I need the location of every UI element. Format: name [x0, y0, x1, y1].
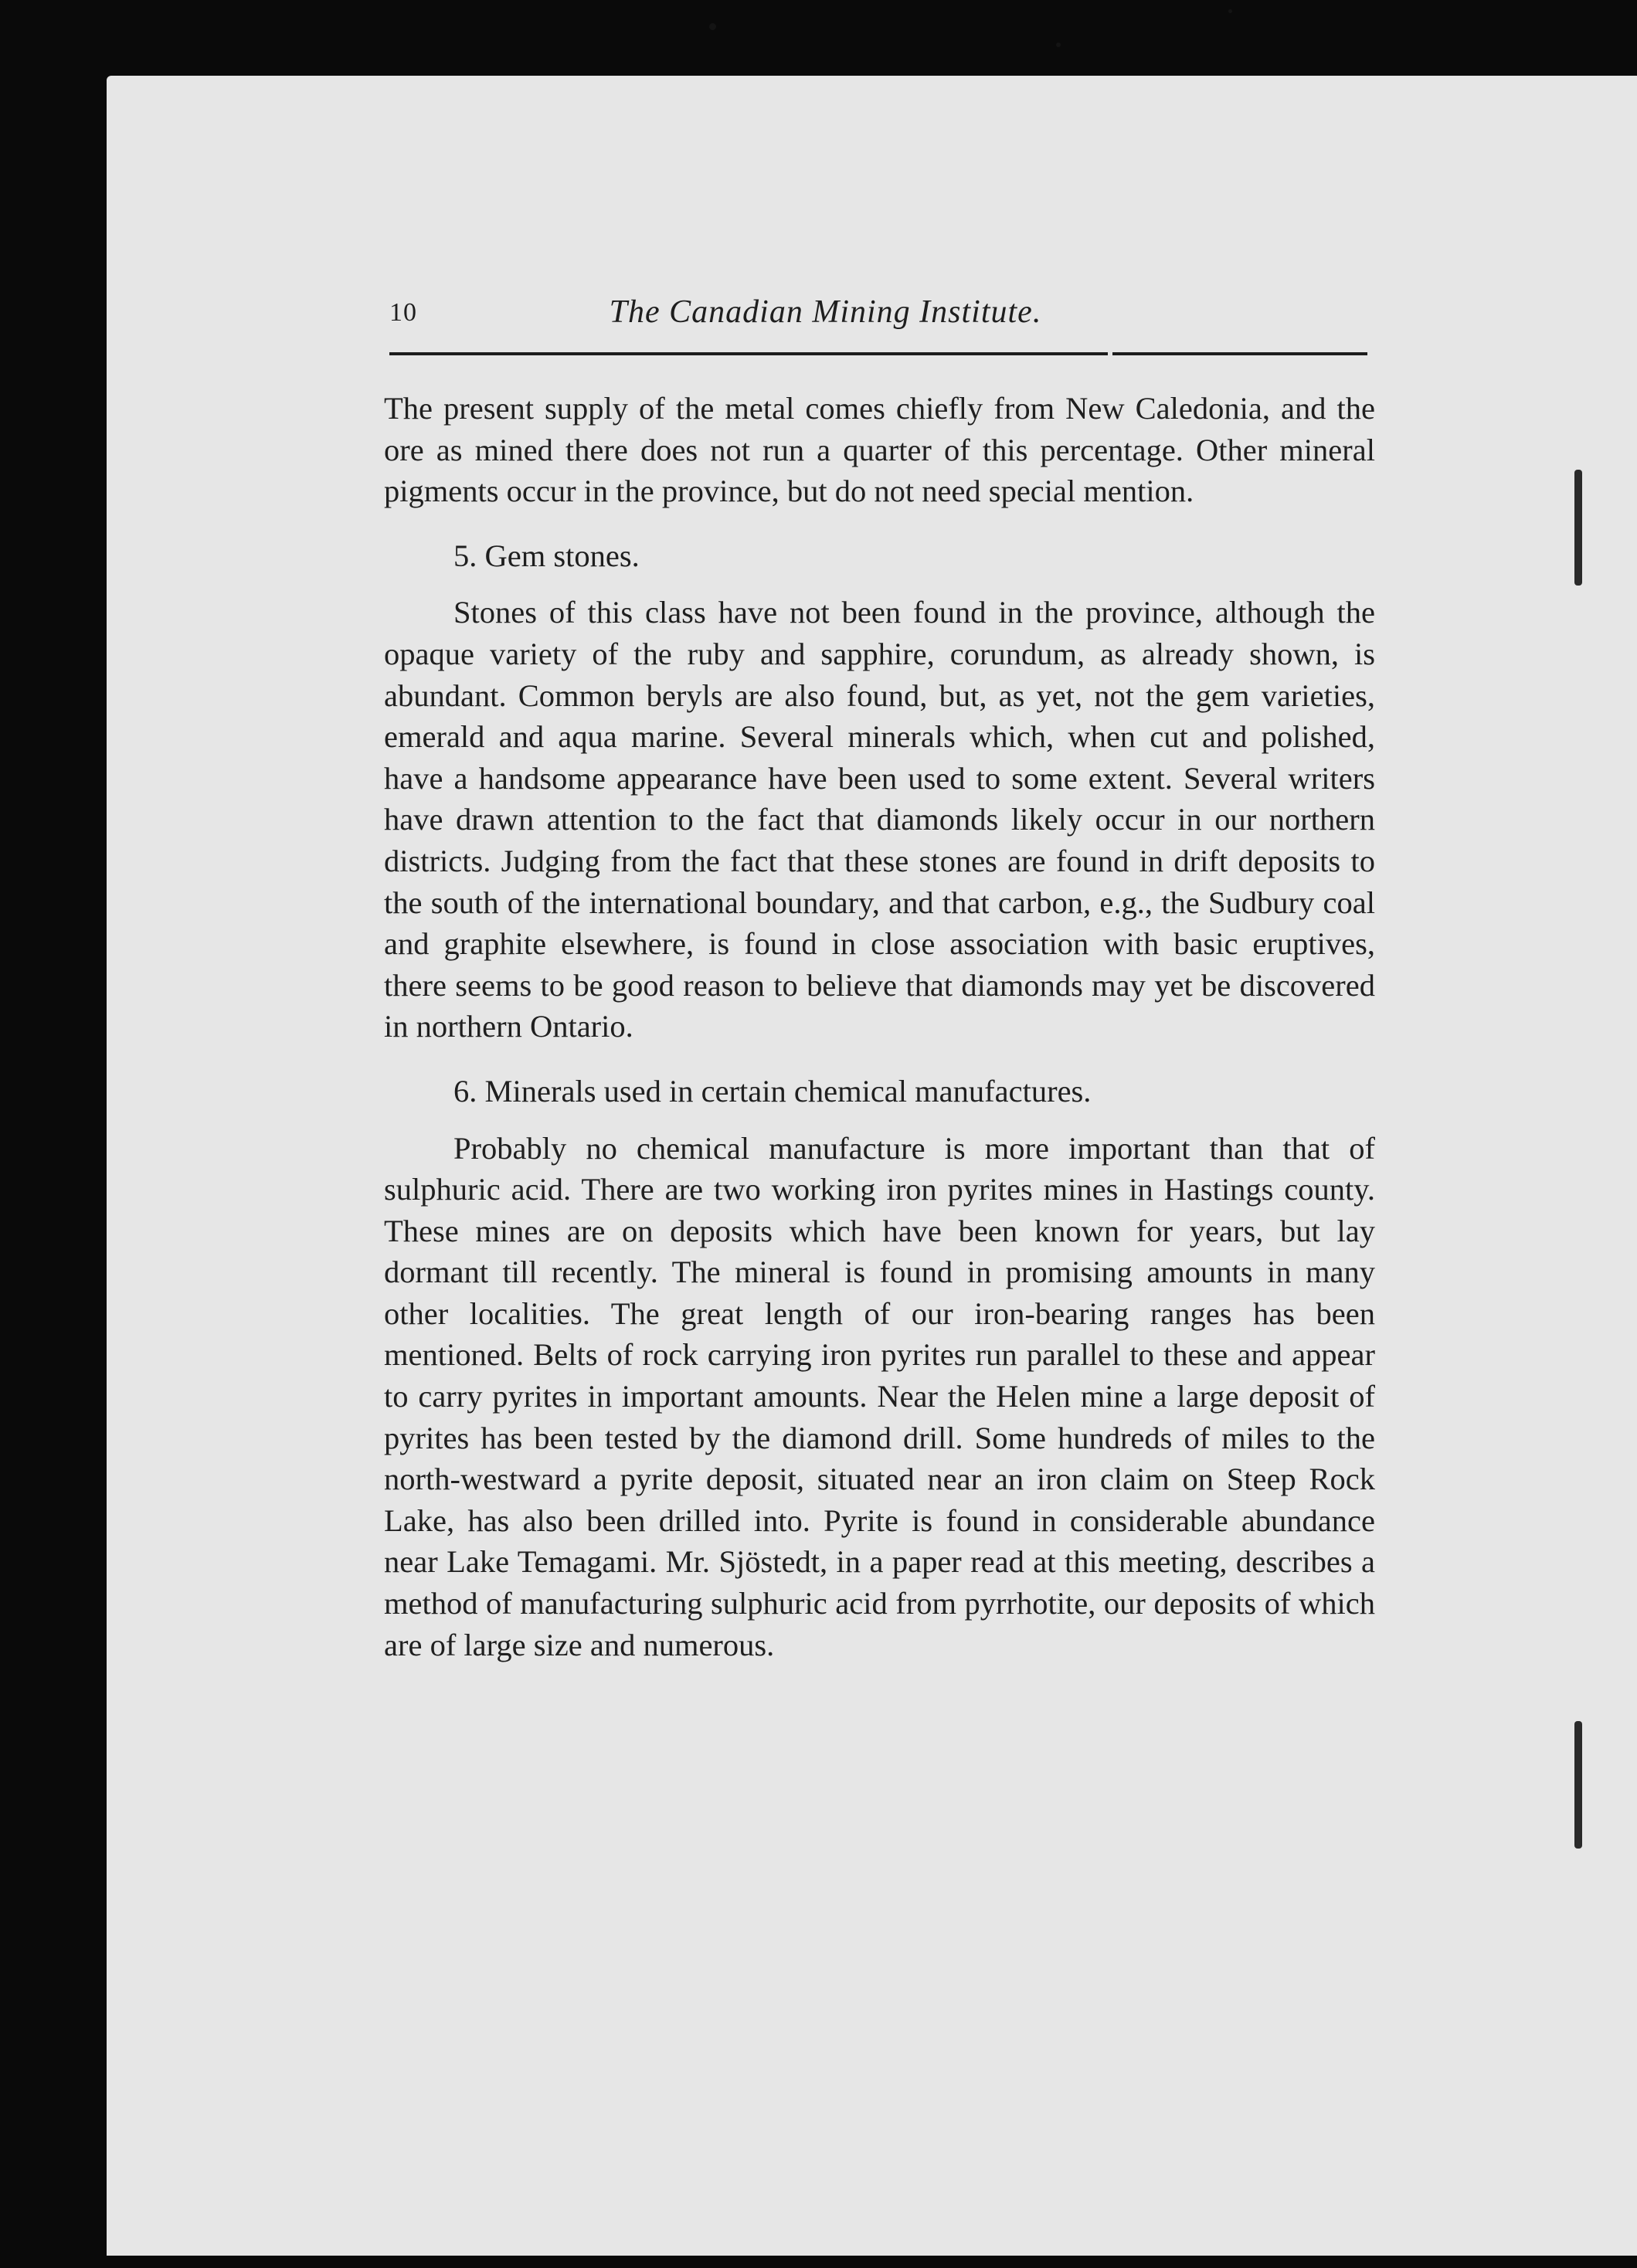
binding-mark [1574, 470, 1582, 586]
section-heading: 6. Minerals used in certain chemical manufactures. [453, 1073, 1092, 1109]
binding-mark [1574, 1721, 1582, 1849]
paragraph: Stones of this class have not been found in the province, although the opaque variety of the ruby and sapphire, corundum, as already shown, is abundant. Common beryls are also found, but, as yet, not the gem varieties, emerald and aqua marine. Several minerals which, when cut and polished, have a handsome appearance have been used to some extent. Several writers have drawn attention to the fact that diamonds likely occur in our northern districts. Judging from the fact that these stones are found in drift deposits to the south of the international boundary, and that carbon, e.g., the Sudbury coal and graphite elsewhere, is found in close association with basic eruptives, there seems to be good reason to believe that diamonds may yet be discovered in northern Ontario. [384, 595, 1375, 1044]
section-heading: 5. Gem stones. [453, 538, 640, 573]
header-rule [389, 352, 1108, 355]
page-number: 10 [389, 298, 417, 327]
scan-speck [709, 23, 716, 30]
paragraph: Probably no chemical manufacture is more important than that of sulphuric acid. There are two working iron pyrites mines in Hastings county. These mines are on deposits which have been known for years, but lay dormant till recently. The mineral is found in promising amounts in many other localities. The great length of our iron-bearing ranges has been mentioned. Belts of rock carrying iron pyrites run parallel to these and appear to carry pyrites in important amounts. Near the Helen mine a large deposit of pyrites has been tested by the diamond drill. Some hundreds of miles to the north-westward a pyrite deposit, situated near an iron claim on Steep Rock Lake, has also been drilled into. Pyrite is found in considerable abundance near Lake Temagami. Mr. Sjöstedt, in a paper read at this meeting, describes a method of manufacturing sulphuric acid from pyrrhotite, our deposits of which are of large size and numerous. [384, 1130, 1375, 1662]
body-text [384, 388, 1375, 1665]
running-title: The Canadian Mining Institute. [609, 294, 1042, 330]
page-header [284, 294, 1367, 340]
scan-speck [1228, 9, 1232, 13]
header-rule [1112, 352, 1367, 355]
scan-speck [1056, 42, 1061, 47]
paragraph: The present supply of the metal comes chiefly from New Caledonia, and the ore as mined there does not run a quarter of this percentage. Other mineral pigments occur in the province, but do not need special mention. [384, 391, 1375, 509]
